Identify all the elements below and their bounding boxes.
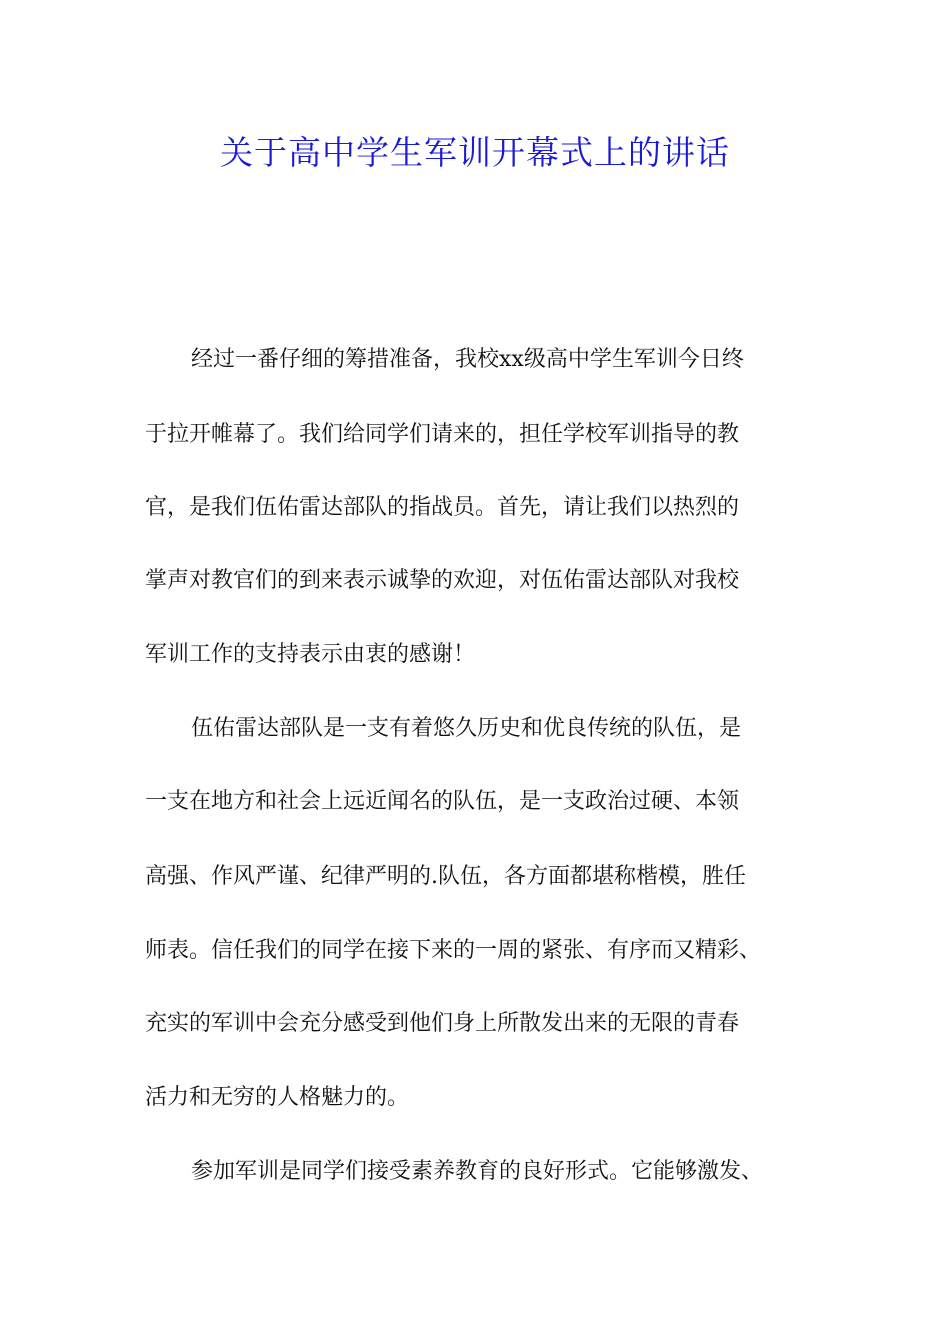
paragraph-2-line-3: 高强、作风严谨、纪律严明的.队伍，各方面都堪称楷模，胜任 [145,864,746,889]
paragraph-1-line-4: 掌声对教官们的到来表示诚挚的欢迎，对伍佑雷达部队对我校 [145,568,740,593]
paragraph-2-line-5: 充实的军训中会充分感受到他们身上所散发出来的无限的青春 [145,1011,740,1036]
paragraph-1-line-5: 军训工作的支持表示由衷的感谢！ [145,642,476,667]
paragraph-2-line-2: 一支在地方和社会上远近闻名的队伍，是一支政治过硬、本领 [145,789,740,814]
paragraph-3-line-1: 参加军训是同学们接受素养教育的良好形式。它能够激发、 [191,1159,764,1184]
paragraph-2-line-1: 伍佑雷达部队是一支有着悠久历史和优良传统的队伍，是 [191,716,742,741]
paragraph-1-line-1: 经过一番仔细的筹措准备，我校xx级高中学生军训今日终 [191,347,744,372]
document-title: 关于高中学生军训开幕式上的讲话 [220,133,730,172]
paragraph-2-line-4: 师表。信任我们的同学在接下来的一周的紧张、有序而又精彩、 [145,938,762,963]
paragraph-2-line-6: 活力和无穷的人格魅力的。 [145,1085,410,1110]
paragraph-1-line-2: 于拉开帷幕了。我们给同学们请来的，担任学校军训指导的教 [145,422,740,447]
paragraph-1-line-3: 官，是我们伍佑雷达部队的指战员。首先，请让我们以热烈的 [145,495,740,520]
